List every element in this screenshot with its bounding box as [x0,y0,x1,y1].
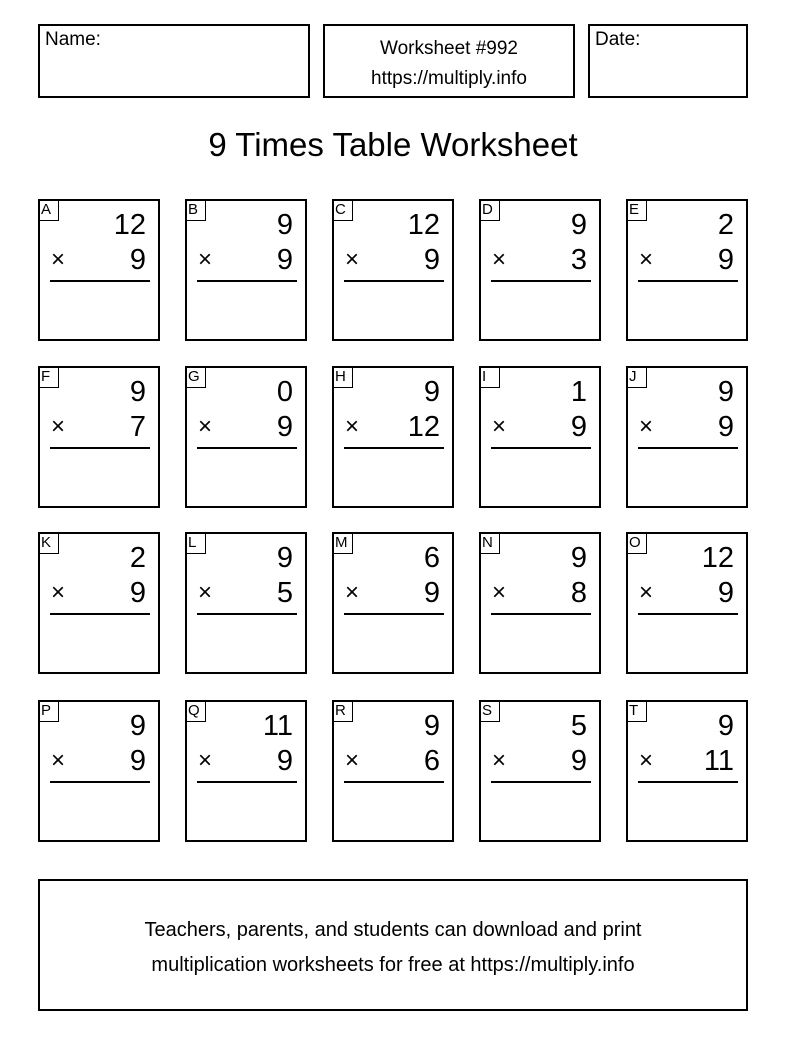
times-sign: × [639,579,654,606]
top-number: 9 [129,710,146,742]
problem-card [38,700,160,842]
page-title: 9 Times Table Worksheet [208,126,578,163]
answer-line [491,781,591,783]
footer-line-1: Teachers, parents, and students can download and print [144,919,642,941]
bottom-number: 9 [717,244,734,276]
problem-card [626,366,748,508]
problem-card [479,199,601,341]
top-number: 12 [701,542,734,574]
answer-line [197,280,297,282]
footer-line-2: multiplication worksheets for free at https://multiply.info [151,954,635,976]
answer-line [50,447,150,449]
answer-line [344,781,444,783]
problem-card [332,199,454,341]
times-sign: × [51,246,66,273]
problem-card [626,532,748,674]
top-number: 9 [570,209,587,241]
answer-line [638,280,738,282]
problem-card [185,366,307,508]
answer-line [638,781,738,783]
times-sign: × [198,579,213,606]
bottom-number: 5 [276,577,293,609]
bottom-number: 9 [570,745,587,777]
answer-line [344,613,444,615]
times-sign: × [51,579,66,606]
problem-label: F [38,366,59,388]
top-number: 12 [407,209,440,241]
times-sign: × [639,413,654,440]
problem-label: K [38,532,59,554]
problem-label: I [479,366,500,388]
problem-label: M [332,532,353,554]
bottom-number: 9 [276,745,293,777]
problem-label: P [38,700,59,722]
bottom-number: 9 [570,411,587,443]
footer-note [38,879,748,1011]
problem-label: C [332,199,353,221]
bottom-number: 6 [423,745,440,777]
top-number: 9 [570,542,587,574]
problem-card [185,199,307,341]
times-sign: × [198,747,213,774]
top-number: 9 [717,376,734,408]
answer-line [638,613,738,615]
times-sign: × [492,246,507,273]
bottom-number: 9 [276,411,293,443]
worksheet-info-box [323,24,575,98]
bottom-number: 9 [276,244,293,276]
problem-label: D [479,199,500,221]
problem-label: S [479,700,500,722]
problem-label: H [332,366,353,388]
problem-label: A [38,199,59,221]
answer-line [197,613,297,615]
problem-card [332,366,454,508]
top-number: 2 [129,542,146,574]
bottom-number: 9 [129,244,146,276]
times-sign: × [492,747,507,774]
name-box [38,24,310,98]
bottom-number: 9 [129,745,146,777]
problem-label: Q [185,700,206,722]
top-number: 9 [129,376,146,408]
times-sign: × [492,579,507,606]
top-number: 9 [276,542,293,574]
answer-line [197,447,297,449]
answer-line [491,280,591,282]
problem-label: L [185,532,206,554]
problem-label: R [332,700,353,722]
times-sign: × [492,413,507,440]
top-number: 9 [423,710,440,742]
times-sign: × [639,747,654,774]
problem-card [626,700,748,842]
times-sign: × [639,246,654,273]
name-label: Name: [45,29,101,50]
answer-line [50,613,150,615]
bottom-number: 9 [423,244,440,276]
times-sign: × [198,413,213,440]
times-sign: × [345,246,360,273]
problem-label: J [626,366,647,388]
problem-label: E [626,199,647,221]
problem-card [38,366,160,508]
problem-card [479,366,601,508]
bottom-number: 12 [407,411,440,443]
problem-card [185,532,307,674]
answer-line [344,280,444,282]
top-number: 9 [276,209,293,241]
bottom-number: 9 [129,577,146,609]
worksheet-number: Worksheet #992 [379,38,518,59]
top-number: 1 [570,376,587,408]
answer-line [638,447,738,449]
problem-label: B [185,199,206,221]
top-number: 5 [570,710,587,742]
problem-card [479,532,601,674]
date-box [588,24,748,98]
top-number: 9 [423,376,440,408]
times-sign: × [51,413,66,440]
bottom-number: 9 [717,411,734,443]
worksheet-url: https://multiply.info [371,68,527,89]
times-sign: × [345,413,360,440]
times-sign: × [51,747,66,774]
times-sign: × [345,747,360,774]
answer-line [50,280,150,282]
problem-card [626,199,748,341]
answer-line [344,447,444,449]
problem-card [332,532,454,674]
bottom-number: 9 [423,577,440,609]
bottom-number: 9 [717,577,734,609]
problem-card [479,700,601,842]
bottom-number: 7 [129,411,146,443]
bottom-number: 3 [570,244,587,276]
top-number: 11 [262,710,293,742]
problem-label: O [626,532,647,554]
top-number: 9 [717,710,734,742]
times-sign: × [345,579,360,606]
bottom-number: 11 [703,745,734,777]
answer-line [50,781,150,783]
problem-card [185,700,307,842]
answer-line [491,613,591,615]
problem-card [38,532,160,674]
problem-card [332,700,454,842]
times-sign: × [198,246,213,273]
problem-label: G [185,366,206,388]
bottom-number: 8 [570,577,587,609]
top-number: 12 [113,209,146,241]
date-label: Date: [595,29,641,50]
problem-card [38,199,160,341]
answer-line [491,447,591,449]
answer-line [197,781,297,783]
top-number: 0 [276,376,293,408]
problem-label: N [479,532,500,554]
top-number: 6 [423,542,440,574]
top-number: 2 [717,209,734,241]
problem-label: T [626,700,647,722]
